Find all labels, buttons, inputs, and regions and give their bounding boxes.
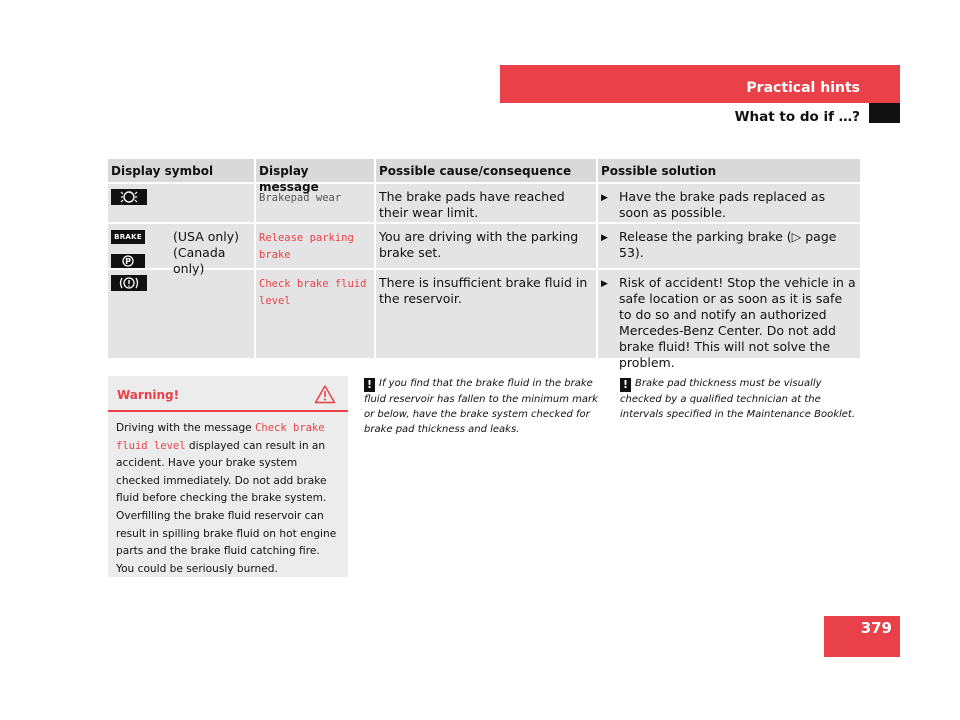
display-message-table	[108, 159, 860, 370]
region-label-canada: (Canada only)	[173, 245, 226, 276]
table-row	[108, 270, 860, 370]
table-header-row	[108, 159, 860, 194]
brake-text-icon: BRAKE	[111, 230, 145, 244]
solution-cell	[598, 184, 860, 222]
symbol-cell	[108, 184, 256, 222]
header-display-message: Display message	[256, 159, 376, 182]
warning-highlight: Check brake fluid level	[116, 422, 325, 452]
page-number: 379	[860, 619, 892, 637]
solution-cell	[598, 270, 860, 370]
bullet-icon: ▶	[601, 279, 608, 289]
symbol-cell	[108, 224, 256, 276]
table-row	[108, 184, 860, 222]
display-message: Check brake fluid level	[259, 278, 367, 307]
subsection-title: What to do if …?	[734, 109, 860, 125]
cause-cell: You are driving with the parking brake set.	[376, 224, 598, 268]
solution-text: Risk of accident! Stop the vehicle in a safe location or as soon as it is safe to do so and notify an authorized Mercedes-Benz Center. Do not add brake fluid! This will not solve the problem.	[619, 275, 856, 370]
note-text: Brake pad thickness must be visually checked by a qualified technician at the intervals specified in the Maintenance Booklet.	[620, 378, 856, 420]
note-brake-fluid	[364, 376, 604, 437]
warning-title: Warning!	[117, 388, 180, 402]
warning-text-after: displayed can result in an accident. Have your brake system checked immediately. Do not add brake fluid before checking the brake system. Overfilling the brake fluid reservoir can result in spilling brake fluid on hot engine parts and the brake fluid catching fire. You could be seriously burned.	[116, 439, 337, 575]
brake-warning-icon	[111, 275, 147, 291]
parking-p-icon	[111, 254, 145, 268]
solution-cell	[598, 224, 860, 268]
warning-text	[108, 412, 348, 578]
table-row	[108, 224, 860, 276]
header-possible-solution: Possible solution	[601, 164, 717, 178]
display-message: Brakepad wear	[259, 192, 342, 204]
note-exclamation-icon: !	[364, 378, 375, 392]
solution-text: Release the parking brake (▷ page 53).	[619, 229, 837, 260]
bullet-icon: ▶	[601, 233, 608, 243]
header-display-symbol: Display symbol	[108, 159, 256, 182]
note-exclamation-icon: !	[620, 378, 631, 392]
bullet-icon: ▶	[601, 193, 608, 203]
display-message: Release parking brake	[259, 232, 354, 261]
page-number-box	[824, 616, 900, 657]
warning-text-before: Driving with the message	[116, 422, 256, 434]
symbol-line-canada	[111, 245, 251, 276]
header-possible-cause: Possible cause/consequence	[376, 159, 598, 182]
warning-header	[108, 376, 348, 412]
note-brake-pad	[620, 376, 860, 422]
svg-text:P: P	[125, 257, 131, 266]
symbol-cell	[108, 270, 256, 358]
section-title: Practical hints	[746, 80, 860, 96]
cause-cell: The brake pads have reached their wear limit.	[376, 184, 598, 222]
message-cell	[256, 184, 376, 222]
warning-triangle-icon	[314, 384, 336, 408]
warning-box	[108, 376, 348, 577]
note-text: If you find that the brake fluid in the brake fluid reservoir has fallen to the minimum mark or below, have the brake system checked for brake pad thickness and leaks.	[364, 378, 598, 435]
message-cell	[256, 270, 376, 358]
message-cell	[256, 224, 376, 268]
region-label-usa: (USA only)	[173, 229, 240, 244]
solution-text: Have the brake pads replaced as soon as possible.	[619, 189, 826, 220]
cause-cell: There is insufficient brake fluid in the reservoir.	[376, 270, 598, 358]
brake-pad-wear-icon	[111, 189, 147, 205]
thumb-tab	[869, 103, 900, 123]
